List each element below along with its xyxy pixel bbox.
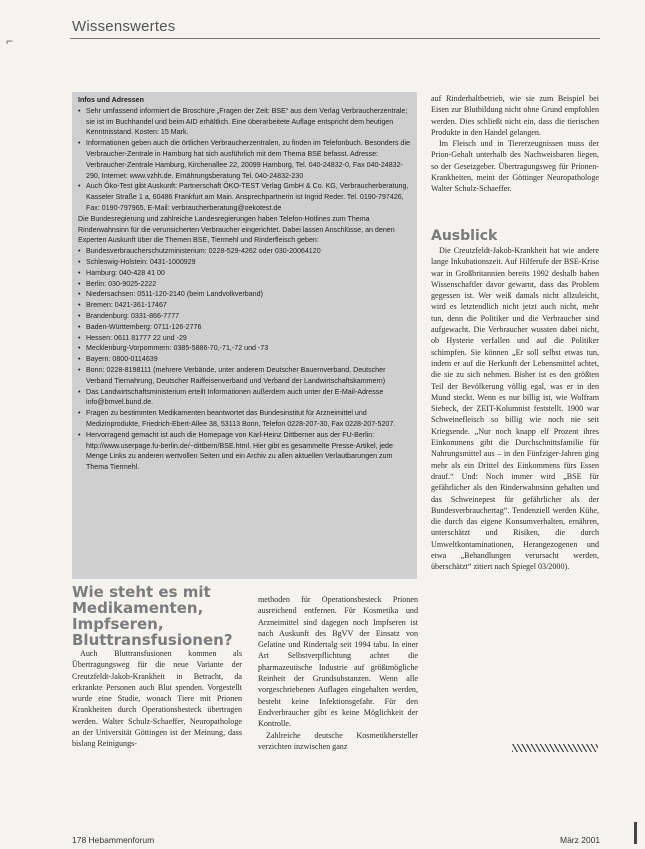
ausblick-heading: Ausblick [431, 228, 498, 244]
hotline-item: • Hessen: 0611 81777 22 und -29 [78, 333, 411, 344]
hotline-item: • Brandenburg: 0331-866-7777 [78, 311, 411, 322]
hotline-item: • Berlin: 030-9025-2222 [78, 279, 411, 290]
hotline-list [78, 246, 411, 473]
info-item: • Sehr umfassend informiert die Broschüre „Fragen der Zeit: BSE“ aus dem Verlag Verbraucherzentrale; sie ist im Buchhandel und beim AID erhältlich. Eine überarbeitete Auflage entspricht dem heutigen Kenntnisstand. Kosten: 15 Mark. [78, 106, 411, 138]
margin-mark: ⌐ [6, 34, 14, 48]
page-edge-mark [634, 822, 637, 844]
hotline-intro: Die Bundesregierung und zahlreiche Landesregierungen haben Telefon-Hotlines zum Thema Rinderwahnsinn für die verunsicherten Verbraucher eingerichtet. Dabei lassen Anschlüsse, an denen Experten Auskunft über die Themen BSE, Tiermehl und Rinderfleisch geben: [78, 214, 395, 245]
info-box [72, 92, 417, 579]
section-title: Wissenswertes [72, 18, 176, 35]
hotline-item: • Bremen: 0421-361-17467 [78, 300, 411, 311]
hotline-item: • Hamburg: 040-428 41 00 [78, 268, 411, 279]
info-item: • Auch Öko-Test gibt Auskunft: Partnerschaft ÖKO-TEST Verlag GmbH & Co. KG, Verbraucherberatung, Kasseler Straße 1 a, 60486 Frankfurt am Main. Ansprechpartnerin ist Ingrid Reder. Tel. 0190-797426, Fax: 0190-797965, E-Mail: verbraucherberatung@oekotest.de [78, 181, 411, 213]
left-column [72, 648, 242, 750]
hotline-item: • Bundesverbraucherschutzministerium: 0228-529-4262 oder 030-20064120 [78, 246, 411, 257]
body-paragraph: Zahlreiche deutsche Kosmetikhersteller verzichten inzwischen ganz [258, 730, 418, 751]
hotline-item: • Baden-Württemberg: 0711-126-2776 [78, 322, 411, 333]
info-list [78, 106, 411, 214]
ausblick-column [431, 245, 599, 573]
hotline-item: • Schleswig-Holstein: 0431-1000929 [78, 257, 411, 268]
body-paragraph: auf Rinderhaltbetrieb, wie sie zum Beispiel bei Eisen zur Blutbildung nicht ohne Grund empfohlen werden. Dies schließt nicht ein, dass die tierischen Produkte in den Handel gelangen. [431, 94, 599, 137]
hotline-item: • Fragen zu bestimmten Medikamenten beantwortet das Bundesinstitut für Arzneimittel und Medizinprodukte, Friedrich-Ebert-Allee 38, 53113 Bonn, Telefon 0228-207-30, Fax 0228-207-5207. [78, 408, 411, 430]
hotline-item: • Mecklenburg-Vorpommern: 0385-5886-70,-71,-72 und -73 [78, 343, 411, 354]
hotline-item: • Hervorragend gemacht ist auch die Homepage von Karl-Heinz Dittberner aus der FU-Berlin: http://www.userpage.fu-berlin.de/~dittbern/BSE.html. Hier gibt es gesammelte Presse-Artikel, jede Menge Links zu anderen wertvollen Seiten und ein Archiv zu allen aktuellen Verlautbarungen zum Thema Tiermehl. [78, 430, 411, 473]
header-divider [70, 38, 600, 39]
page-footer-date: März 2001 [560, 835, 601, 845]
page-footer-left: 178 Hebammenforum [72, 835, 155, 845]
right-column-top [431, 93, 599, 195]
body-paragraph: Die Creutzfeldt-Jakob-Krankheit hat wie andere lange Inkubationszeit. Auf Hilferufe der BSE-Krise war in Großbritannien bereits 1992 deshalb haben Wissenschaftler davor gewarnt, dass das Problem gegessen ist. Wer weiß damals nicht allzuleicht, wird es letztendlich nicht jetzt auch nicht, mehr tun, denn die Politiker und die Verbraucher sind aufgewacht. Die Verbraucher wussten dabei nicht, ob Hysterie verfallen und auf die Politiker schimpfen. Sie können „Er soll selbst etwas tun, indem er auf die Herkunft der Lebensmittel achtet, die sie zu sich nehmen. Bisher ist es den größten Teil der Bevölkerung völlig egal, was er in den Mund steckt. Wenn es nur billig ist, wie Wolfram Siebeck, der ZEIT-Kolumnist feststellt. 1900 war Schweinefleisch so billig wie noch nie seit Kriegsende. „Nur noch knapp elf Prozent ihres Einkommens gibt die Durchschnittsfamilie für Nahrungsmittel aus – in den Fünfziger-Jahren ging mehr als ein Drittel des Einkommens fürs Essen drauf.“ Und: Noch immer wird „BSE für gefährlicher als den Rinderwahnsinn gehalten und das Schweinepest für gefährlicher als der Bundesverbrauchertag“. Tendenziell werden Kühe, die durch das eigene Konsumverhalten, ernähren, unterschätzt und Risiken, die durch Umweltkontaminationen, Herangezogenen und etwa „Behandlungen verursacht werden, überschätzt“ zitiert nach Spiegel 03/2000). [431, 246, 599, 572]
subheadline: Wie steht es mit Medikamenten, Impfseren, Bluttransfusionen? [72, 583, 233, 649]
hotline-item: • Bayern: 0800-0114639 [78, 354, 411, 365]
info-item: • Informationen geben auch die örtlichen Verbraucherzentralen, zu finden im Telefonbuch. Besonders die Verbraucher-Zentrale in Hamburg hat sich ausführlich mit dem Thema BSE befasst. Adresse: Verbraucher-Zentrale Hamburg, Kirchenallee 22, 20099 Hamburg, Tel. 040-24832-0, Fax 040-24832-290, Internet: www.vzhh.de. Ernährungsberatung Tel. 040-24832-230 [78, 138, 411, 181]
middle-column [258, 594, 418, 752]
info-box-title: Infos und Adressen [78, 96, 144, 104]
body-paragraph: Im Fleisch und in Tiererzeugnissen muss der Prion-Gehalt unterhalb des Nachweisbaren liegen, so der Gesetzgeber. Übertragungsweg für Prionen-Krankheiten, meint der Göttinger Neuropathologe Walter Schulz-Schaeffer. [431, 139, 599, 194]
hotline-item: • Das Landwirtschaftsministerium erteilt Informationen außerdem auch unter der E-Mail-Adresse info@bmvel.bund.de. [78, 387, 411, 409]
hotline-item: • Bonn: 0228-8198111 (mehrere Verbände, unter anderem Deutscher Bauernverband, Deutscher Verband Tiernahrung, Deutscher Raiffeisenverband und Verband der Landwirtschaftskammern) [78, 365, 411, 387]
hotline-item: • Niedersachsen: 0511-120-2140 (beim Landvolkverband) [78, 289, 411, 300]
end-of-article-mark [512, 744, 598, 752]
body-paragraph: Auch Bluttransfusionen kommen als Übertragungsweg für die neue Variante der Creutzfeldt-Jakob-Krankheit in Betracht, da erkrankte Personen auch Blut spenden. Vorgestellt wurde eine Studie, wonach Tiere mit Prionen Krankheiten durch Operationsbesteck übertragen werden. Walter Schulz-Schaeffer, Neuropathologe an der Universität Göttingen ist der Meinung, dass bislang Reinigungs- [72, 649, 242, 749]
body-paragraph: methoden für Operationsbesteck Prionen ausreichend entfernen. Für Kosmetika und Arzneimittel sind dagegen noch Impfseren ist nach Auskunft des BgVV der Einsatz von Gelatine und Rindertalg seit 1994 tabu. In einer Art Selbstverpflichtung achtet die pharmazeutische Industrie auf größtmögliche Reinheit der Grundsubstanzen. Wenn alle vorgeschriebenen Auflagen eingehalten werden, besteht keine Infektionsgefahr. Für den Endverbraucher gibt es keine Möglichkeit der Kontrolle. [258, 595, 418, 729]
